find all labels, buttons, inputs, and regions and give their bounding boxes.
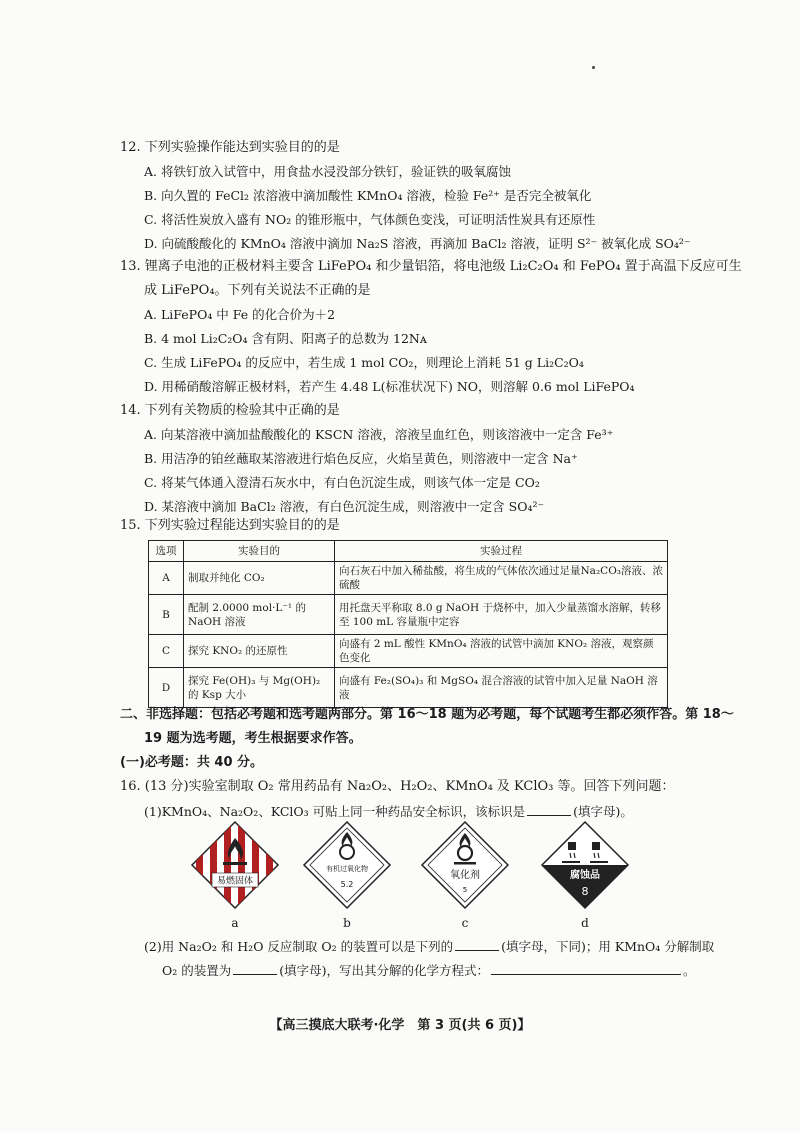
oxidizer-sign — [420, 820, 510, 910]
organic-peroxide-sign — [302, 820, 392, 910]
sign-b-letter: b — [343, 916, 351, 930]
table-cell-option: D — [149, 668, 184, 708]
answer-blank[interactable] — [527, 803, 571, 816]
sign-c-number: 5 — [462, 886, 468, 894]
table-cell-process: 用托盘天平称取 8.0 g NaOH 于烧杯中，加入少量蒸馏水溶解，转移至 100 mL 容量瓶中定容 — [335, 595, 668, 635]
q14-option-c: C. 将某气体通入澄清石灰水中，有白色沉淀生成，则该气体一定是 CO₂ — [144, 475, 540, 490]
sign-b-number: 5.2 — [340, 880, 354, 889]
q16-part2-mid: (填字母，下同)；用 KMnO₄ 分解制取 — [501, 939, 715, 954]
sign-a-text: 易燃固体 — [216, 876, 254, 887]
q15-experiment-table — [148, 540, 668, 708]
q16-part1-text: (1)KMnO₄、Na₂O₂、KClO₃ 可贴上同一种药品安全标识，该标识是 — [144, 804, 526, 819]
sign-c-letter: c — [461, 916, 469, 930]
table-cell-option: B — [149, 595, 184, 635]
sign-c-text: 氧化剂 — [450, 870, 480, 881]
table-cell-process: 向石灰石中加入稀盐酸，将生成的气体依次通过足量Na₂CO₃溶液、浓硫酸 — [335, 562, 668, 595]
q12-option-c: C. 将活性炭放入盛有 NO₂ 的锥形瓶中，气体颜色变浅，可证明活性炭具有还原性 — [144, 212, 596, 227]
q16-part2-line2-mid: (填字母)，写出其分解的化学方程式： — [279, 963, 489, 978]
table-cell-purpose: 配制 2.0000 mol·L⁻¹ 的 NaOH 溶液 — [184, 595, 335, 635]
sign-d-text: 腐蚀品 — [570, 870, 600, 881]
page-footer: 【高三摸底大联考·化学 第 3 页(共 6 页)】 — [269, 1018, 531, 1033]
equation-blank[interactable] — [491, 962, 681, 975]
table-row — [149, 668, 668, 708]
q14-option-a: A. 向某溶液中滴加盐酸酸化的 KSCN 溶液，溶液呈血红色，则该溶液中一定含 Fe³⁺ — [144, 427, 614, 442]
table-cell-option: A — [149, 562, 184, 595]
q12-option-b: B. 向久置的 FeCl₂ 浓溶液中滴加酸性 KMnO₄ 溶液，检验 Fe²⁺ 是否完全被氧化 — [144, 188, 592, 203]
q14-option-b: B. 用洁净的铂丝蘸取某溶液进行焰色反应，火焰呈黄色，则溶液中一定含 Na⁺ — [144, 451, 578, 466]
q16-part2-text: (2)用 Na₂O₂ 和 H₂O 反应制取 O₂ 的装置可以是下列的 — [144, 939, 454, 954]
flammable-solid-sign — [190, 820, 280, 910]
table-header-option: 选项 — [149, 541, 184, 562]
q16-part2-line2-text: O₂ 的装置为 — [162, 963, 232, 978]
table-row — [149, 595, 668, 635]
q12-option-d: D. 向硫酸酸化的 KMnO₄ 溶液中滴加 Na₂S 溶液，再滴加 BaCl₂ 溶液，证明 S²⁻ 被氧化成 SO₄²⁻ — [144, 236, 691, 251]
test-tube-icon — [568, 842, 576, 850]
sign-d-number: 8 — [581, 885, 589, 898]
q13-option-a: A. LiFePO₄ 中 Fe 的化合价为＋2 — [144, 307, 336, 322]
q13-stem-line2: 成 LiFePO₄。下列有关说法不正确的是 — [144, 283, 371, 298]
sign-b-text: 有机过氧化物 — [326, 865, 368, 873]
answer-blank[interactable] — [455, 938, 499, 951]
q12-stem: 12. 下列实验操作能达到实验目的的是 — [120, 140, 340, 155]
table-cell-process: 向盛有 Fe₂(SO₄)₃ 和 MgSO₄ 混合溶液的试管中加入足量 NaOH 溶液 — [335, 668, 668, 708]
table-row — [149, 562, 668, 595]
q13-option-b: B. 4 mol Li₂C₂O₄ 含有阴、阳离子的总数为 12Nᴀ — [144, 331, 427, 346]
table-cell-purpose: 制取并纯化 CO₂ — [184, 562, 335, 595]
q16-part1-suffix: (填字母)。 — [573, 804, 633, 819]
q16-part2-line1 — [144, 938, 714, 955]
q13-option-d: D. 用稀硝酸溶解正极材料，若产生 4.48 L(标准状况下) NO，则溶解 0.6 mol LiFePO₄ — [144, 379, 635, 394]
table-cell-purpose: 探究 Fe(OH)₃ 与 Mg(OH)₂ 的 Ksp 大小 — [184, 668, 335, 708]
section2-line1: 二、非选择题：包括必考题和选考题两部分。第 16～18 题为必考题，每个试题考生都必须作答。第 18～ — [120, 707, 734, 722]
answer-blank[interactable] — [233, 962, 277, 975]
section2-sub1: (一)必考题：共 40 分。 — [120, 755, 264, 770]
table-header-process: 实验过程 — [335, 541, 668, 562]
corrosive-sign — [540, 820, 630, 910]
sign-d-letter: d — [581, 916, 589, 930]
section2-line2: 19 题为选考题，考生根据要求作答。 — [144, 731, 362, 746]
q16-part1 — [144, 803, 633, 820]
table-cell-purpose: 探究 KNO₂ 的还原性 — [184, 635, 335, 668]
table-cell-process: 向盛有 2 mL 酸性 KMnO₄ 溶液的试管中滴加 KNO₂ 溶液，观察颜色变化 — [335, 635, 668, 668]
sign-a-letter: a — [231, 916, 239, 930]
q13-option-c: C. 生成 LiFePO₄ 的反应中，若生成 1 mol CO₂，则理论上消耗 51 g Li₂C₂O₄ — [144, 355, 584, 370]
q12-option-a: A. 将铁钉放入试管中，用食盐水浸没部分铁钉，验证铁的吸氧腐蚀 — [144, 164, 511, 179]
scan-dot — [592, 66, 595, 69]
q13-stem-line1: 13. 锂离子电池的正极材料主要含 LiFePO₄ 和少量铝箔，将电池级 Li₂C₂O₄ 和 FePO₄ 置于高温下反应可生 — [120, 259, 742, 274]
table-header-purpose: 实验目的 — [184, 541, 335, 562]
q16-stem: 16. (13 分)实验室制取 O₂ 常用药品有 Na₂O₂、H₂O₂、KMnO₄ 及 KClO₃ 等。回答下列问题： — [120, 779, 675, 794]
q16-part2-line2 — [162, 962, 696, 979]
table-header-row — [149, 541, 668, 562]
q14-stem: 14. 下列有关物质的检验其中正确的是 — [120, 403, 340, 418]
q14-option-d: D. 某溶液中滴加 BaCl₂ 溶液，有白色沉淀生成，则溶液中一定含 SO₄²⁻ — [144, 499, 545, 514]
table-row — [149, 635, 668, 668]
table-cell-option: C — [149, 635, 184, 668]
q15-stem: 15. 下列实验过程能达到实验目的的是 — [120, 518, 340, 533]
q16-part2-end: 。 — [683, 963, 696, 978]
